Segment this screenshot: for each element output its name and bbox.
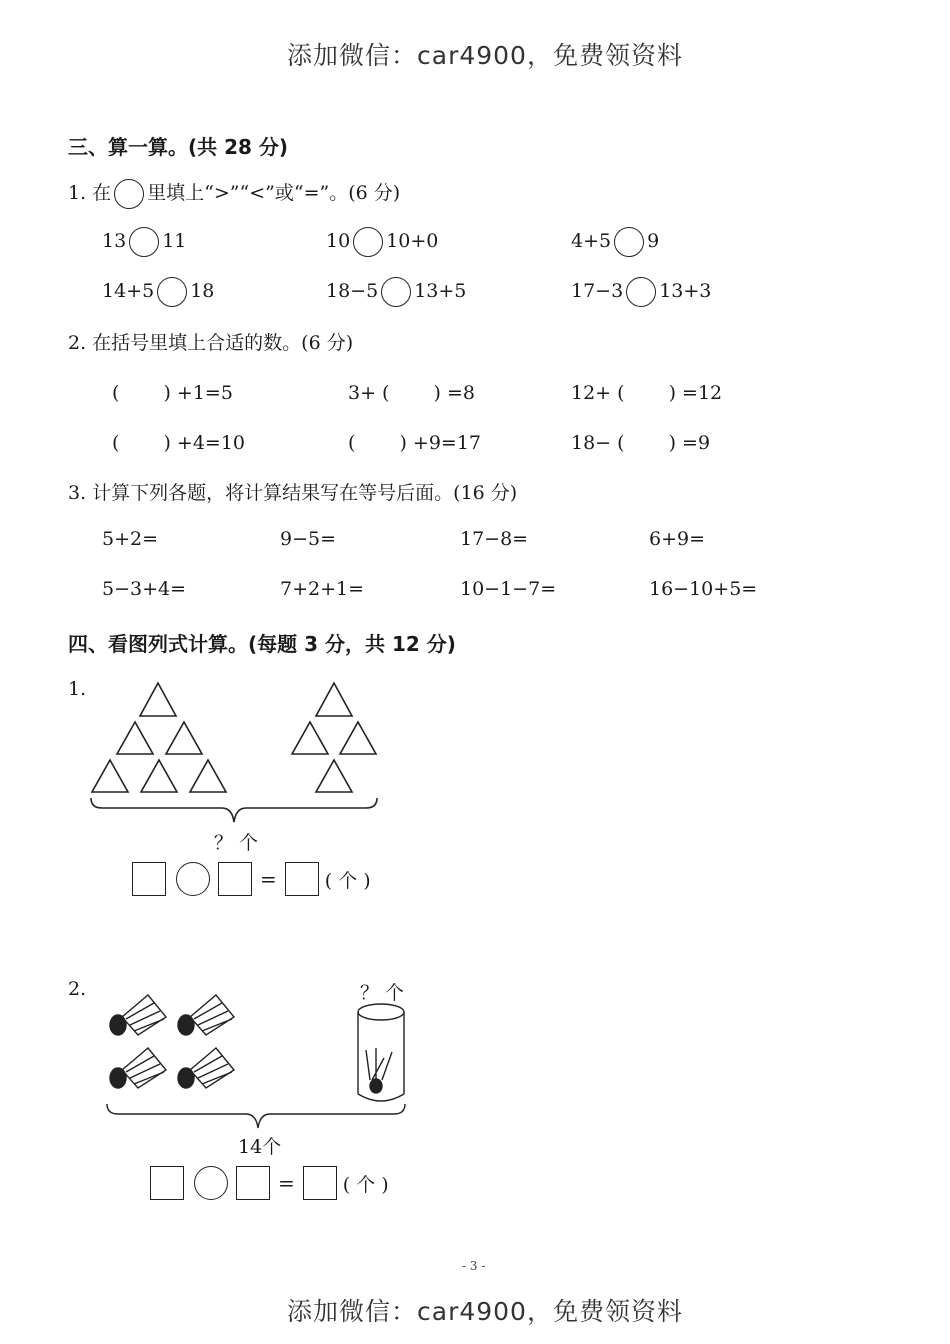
q1-item-left: 14+5 [102, 280, 155, 302]
q1-item-left: 18−5 [326, 280, 379, 302]
q3-item-4[interactable]: 6+9= [649, 528, 706, 550]
q1-item-left: 10 [326, 230, 351, 252]
equals-sign: = [278, 1171, 295, 1195]
brace-icon [107, 1104, 405, 1128]
tube-icon [358, 1004, 404, 1101]
shuttlecock-icon [178, 1048, 234, 1088]
q3-instruction: 3. 计算下列各题，将计算结果写在等号后面。(16 分) [68, 482, 518, 504]
q1-item-right: 11 [162, 230, 187, 252]
page-number: - 3 - [462, 1259, 486, 1273]
shuttlecock-icon [110, 1048, 166, 1088]
problem-2-question-label: ？ 个 [360, 982, 405, 1004]
unit-label: ( 个 ) [342, 1173, 389, 1196]
problem-1-number: 1. [68, 678, 87, 700]
q1-item-left: 4+5 [571, 230, 612, 252]
problem-1-question-label: ？ 个 [214, 832, 259, 854]
shuttlecock-icon [178, 995, 234, 1035]
watermark-banner-top: 添加微信：car4900，免费领资料 [287, 41, 683, 70]
q1-item-left: 13 [102, 230, 127, 252]
q1-item-right: 9 [647, 230, 660, 252]
q2-item-6[interactable]: 18− ( ) =9 [571, 432, 711, 454]
q1-suffix: 里填上“>”“<”或“=”。(6 分) [147, 182, 401, 204]
q2-item-2[interactable]: 3+ ( ) =8 [348, 382, 475, 404]
result-box[interactable] [303, 1166, 337, 1200]
shuttlecock-in-tube-icon [366, 1048, 392, 1093]
q3-item-1[interactable]: 5+2= [102, 528, 159, 550]
answer-box[interactable] [150, 1166, 184, 1200]
unit-label: ( 个 ) [324, 869, 371, 892]
q2-item-3[interactable]: 12+ ( ) =12 [571, 382, 723, 404]
q3-item-8[interactable]: 16−10+5= [649, 578, 758, 600]
q2-item-5[interactable]: ( ) +9=17 [348, 432, 482, 454]
q3-item-6[interactable]: 7+2+1= [280, 578, 365, 600]
q3-item-2[interactable]: 9−5= [280, 528, 337, 550]
answer-box[interactable] [236, 1166, 270, 1200]
q1-prefix: 1. 在 [68, 182, 112, 204]
q3-item-7[interactable]: 10−1−7= [460, 578, 557, 600]
shuttlecock-icon [110, 995, 166, 1035]
q1-item-left: 17−3 [571, 280, 624, 302]
section-4-title: 四、看图列式计算。(每题 3 分，共 12 分) [68, 632, 456, 656]
equals-sign: = [260, 867, 277, 891]
operator-circle[interactable] [194, 1166, 228, 1200]
problem-2-equation [150, 1166, 389, 1200]
q2-item-4[interactable]: ( ) +4=10 [112, 432, 246, 454]
q1-item-right: 18 [190, 280, 215, 302]
q1-item-right: 13+3 [659, 280, 712, 302]
q1-item-right: 10+0 [386, 230, 439, 252]
problem-2-total-label: 14个 [238, 1136, 282, 1158]
q3-item-5[interactable]: 5−3+4= [102, 578, 187, 600]
q2-item-1[interactable]: ( ) +1=5 [112, 382, 233, 404]
q3-item-3[interactable]: 17−8= [460, 528, 529, 550]
q1-item-right: 13+5 [414, 280, 467, 302]
problem-2-number: 2. [68, 978, 87, 1000]
watermark-banner-bottom: 添加微信：car4900，免费领资料 [287, 1297, 683, 1326]
q2-instruction: 2. 在括号里填上合适的数。(6 分) [68, 332, 354, 354]
section-3-title: 三、算一算。(共 28 分) [68, 135, 289, 159]
